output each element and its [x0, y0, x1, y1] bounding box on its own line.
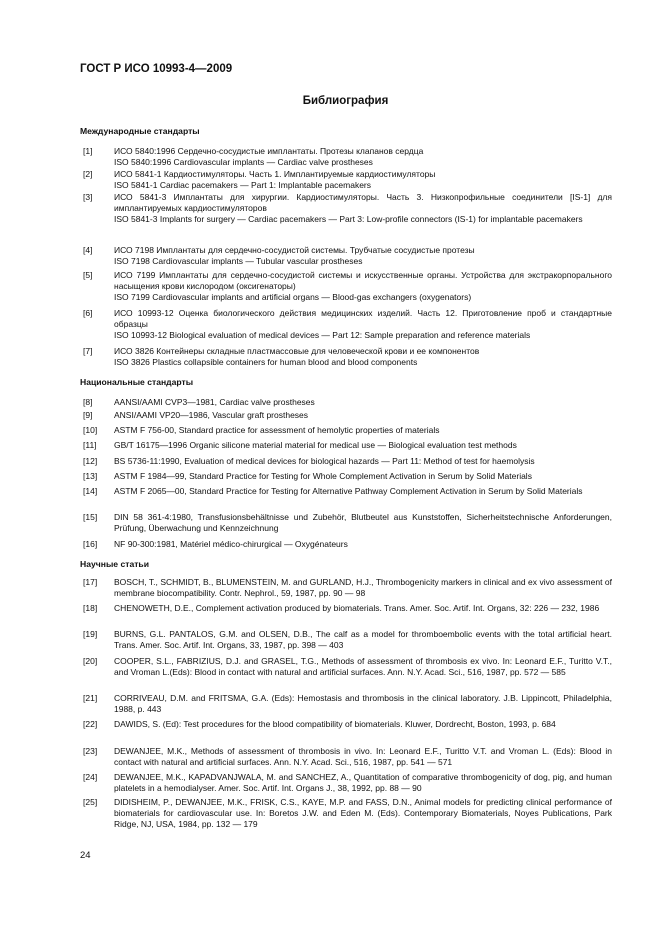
- reference-text: [114, 425, 612, 436]
- section-heading-national: Национальные стандарты: [80, 377, 194, 387]
- document-header: ГОСТ Р ИСО 10993-4—2009: [80, 63, 233, 75]
- reference-text: [114, 797, 612, 830]
- reference-number: [25]: [83, 797, 98, 807]
- reference-number: [21]: [83, 693, 98, 703]
- reference-text: [114, 308, 612, 341]
- reference-entry: [80, 577, 612, 599]
- reference-entry: [80, 397, 612, 408]
- reference-entry: [80, 772, 612, 794]
- reference-text: [114, 397, 612, 408]
- reference-text: [114, 746, 612, 768]
- reference-line: DEWANJEE, M.K., Methods of assessment of thrombosis in vivo. In: Leonard E.F., Turitto V.T. and Vroman L. (Eds): Blood in contact with natural and artificial surfaces. Ann. N.Y. Acad. Sci., 516, 1987, pp. 541 — 571: [114, 746, 612, 767]
- reference-entry: [80, 693, 612, 715]
- reference-line: AANSI/AAMI CVP3—1981, Cardiac valve prostheses: [114, 397, 315, 407]
- reference-entry: [80, 603, 612, 614]
- reference-text: [114, 270, 612, 303]
- reference-entry: [80, 440, 612, 451]
- reference-number: [16]: [83, 539, 98, 549]
- reference-line: ASTM F 756-00, Standard practice for assessment of hemolytic properties of materials: [114, 425, 440, 435]
- reference-entry: [80, 719, 612, 730]
- reference-number: [6]: [83, 308, 93, 318]
- reference-line: CHENOWETH, D.E., Complement activation produced by biomaterials. Trans. Amer. Soc. Artif. Int. Organs, 32: 226 — 232, 1986: [114, 603, 600, 613]
- reference-line: CORRIVEAU, D.M. and FRITSMA, G.A. (Eds): Hemostasis and thrombosis in the clinical laboratory. J.B. Lippincott, Philadelphia, 1988, p. 443: [114, 693, 612, 714]
- reference-number: [4]: [83, 245, 93, 255]
- reference-line: ISO 5841-3 Implants for surgery — Cardiac pacemakers — Part 3: Low-profile connectors (IS-1) for implantable pacemakers: [114, 214, 583, 224]
- reference-text: [114, 440, 612, 451]
- reference-entry: [80, 308, 612, 341]
- reference-number: [2]: [83, 169, 93, 179]
- section-heading-scientific: Научные статьи: [80, 559, 149, 569]
- reference-line: ISO 5840:1996 Cardiovascular implants — Cardiac valve prostheses: [114, 157, 373, 167]
- reference-line: NF 90-300:1981, Matériel médico-chirurgical — Oxygénateurs: [114, 539, 348, 549]
- reference-text: [114, 192, 612, 225]
- reference-entry: [80, 146, 612, 168]
- reference-line: ISO 3826 Plastics collapsible containers for human blood and blood components: [114, 357, 418, 367]
- reference-line: DIDISHEIM, P., DEWANJEE, M.K., FRISK, C.S., KAYE, M.P. and FASS, D.N., Animal models for predicting clinical performance of biomaterials for cardiovascular use. In: Boretos J.W. and Eden M. (Eds). Contemporary Biomaterials, Noyes Publications, Park Ridge, NJ, USA, 1984, pp. 132 — 179: [114, 797, 612, 829]
- reference-number: [5]: [83, 270, 93, 280]
- reference-line: ANSI/AAMI VP20—1986, Vascular graft prostheses: [114, 410, 309, 420]
- reference-entry: [80, 629, 612, 651]
- reference-text: [114, 410, 612, 421]
- reference-text: [114, 471, 612, 482]
- reference-line: DIN 58 361-4:1980, Transfusionsbehältnisse und Zubehör, Blutbeutel aus Kunststoffen, Sicherheitstechnische Anforderungen, Prüfung, Überwachung und Kennzeichnung: [114, 512, 612, 533]
- reference-line: ИСО 7198 Имплантаты для сердечно-сосудистой системы. Трубчатые сосудистые протезы: [114, 245, 475, 255]
- reference-line: COOPER, S.L., FABRIZIUS, D.J. and GRASEL, T.G., Methods of assessment of thrombosis ex vivo. In: Leonard E.F., Turitto V.T., and Vroman L.(Eds): Blood in contact with natural and artificial surfaces. Ann. N.Y. Acad. Sci., 516, 1987, pp. 572 — 585: [114, 656, 612, 677]
- reference-line: ASTM F 2065—00, Standard Practice for Testing for Alternative Pathway Complement Activation in Serum by Solid Materials: [114, 486, 583, 496]
- reference-number: [1]: [83, 146, 93, 156]
- reference-text: [114, 693, 612, 715]
- reference-entry: [80, 169, 612, 191]
- reference-text: [114, 169, 612, 191]
- reference-text: [114, 146, 612, 168]
- reference-entry: [80, 425, 612, 436]
- page-number: 24: [80, 850, 91, 861]
- reference-number: [7]: [83, 346, 93, 356]
- reference-line: ИСО 5841-1 Кардиостимуляторы. Часть 1. Имплантируемые кардиостимуляторы: [114, 169, 436, 179]
- reference-entry: [80, 410, 612, 421]
- reference-text: [114, 772, 612, 794]
- reference-line: ISO 5841-1 Cardiac pacemakers — Part 1: Implantable pacemakers: [114, 180, 372, 190]
- reference-entry: [80, 192, 612, 225]
- reference-number: [3]: [83, 192, 93, 202]
- reference-line: ASTM F 1984—99, Standard Practice for Testing for Whole Complement Activation in Serum by Solid Materials: [114, 471, 532, 481]
- reference-line: BS 5736-11:1990, Evaluation of medical devices for biological hazards — Part 11: Method of test for haemolysis: [114, 456, 535, 466]
- reference-number: [19]: [83, 629, 98, 639]
- reference-line: ISO 10993-12 Biological evaluation of medical devices — Part 12: Sample preparation and reference materials: [114, 330, 531, 340]
- section-heading-international: Международные стандарты: [80, 126, 200, 136]
- reference-number: [22]: [83, 719, 98, 729]
- reference-text: [114, 603, 612, 614]
- reference-text: [114, 245, 612, 267]
- reference-entry: [80, 270, 612, 303]
- reference-text: [114, 577, 612, 599]
- reference-entry: [80, 245, 612, 267]
- reference-line: DEWANJEE, M.K., KAPADVANJWALA, M. and SANCHEZ, A., Quantitation of comparative thrombogenicity of dog, pig, and human platelets in a hemodialyser. Amer. Soc. Artif. Int. Organs J., 38, 1992, pp. 88 — 90: [114, 772, 612, 793]
- reference-number: [24]: [83, 772, 98, 782]
- reference-entry: [80, 471, 612, 482]
- reference-entry: [80, 746, 612, 768]
- reference-number: [20]: [83, 656, 98, 666]
- reference-number: [17]: [83, 577, 98, 587]
- reference-line: ИСО 5840:1996 Сердечно-сосудистые имплантаты. Протезы клапанов сердца: [114, 146, 424, 156]
- reference-number: [23]: [83, 746, 98, 756]
- reference-text: [114, 512, 612, 534]
- reference-entry: [80, 656, 612, 678]
- reference-number: [10]: [83, 425, 98, 435]
- reference-line: BURNS, G.L. PANTALOS, G.M. and OLSEN, D.B., The calf as a model for thromboembolic events with the total artificial heart. Trans. Amer. Soc. Artif. Int. Organs, 33, 1987, pp. 398 — 403: [114, 629, 612, 650]
- reference-text: [114, 486, 612, 497]
- reference-line: BOSCH, T., SCHMIDT, B., BLUMENSTEIN, M. and GURLAND, H.J., Thrombogenicity markers in clinical and ex vivo assessment of membrane biocompatibility. Contr. Nephrol., 59, 1987, pp. 90 — 98: [114, 577, 612, 598]
- reference-number: [12]: [83, 456, 98, 466]
- reference-text: [114, 719, 612, 730]
- reference-line: GB/T 16175—1996 Organic silicone material material for medical use — Biological evaluation test methods: [114, 440, 517, 450]
- reference-number: [11]: [83, 440, 97, 450]
- reference-number: [8]: [83, 397, 93, 407]
- reference-line: ИСО 5841-3 Имплантаты для хирургии. Кардиостимуляторы. Часть 3. Низкопрофильные соединители [IS-1] для имплантируемых кардиостимуляторов: [114, 192, 612, 213]
- reference-entry: [80, 512, 612, 534]
- page-title: Библиография: [302, 95, 389, 107]
- reference-text: [114, 539, 612, 550]
- reference-line: ИСО 3826 Контейнеры складные пластмассовые для человеческой крови и ее компонентов: [114, 346, 480, 356]
- reference-number: [15]: [83, 512, 98, 522]
- reference-entry: [80, 797, 612, 830]
- reference-line: DAWIDS, S. (Ed): Test procedures for the blood compatibility of biomaterials. Kluwer, Dordrecht, Boston, 1993, p. 684: [114, 719, 556, 729]
- reference-text: [114, 656, 612, 678]
- reference-entry: [80, 486, 612, 497]
- reference-line: ISO 7198 Cardiovascular implants — Tubular vascular prostheses: [114, 256, 363, 266]
- reference-entry: [80, 456, 612, 467]
- reference-entry: [80, 346, 612, 368]
- reference-line: ИСО 10993-12 Оценка биологического действия медицинских изделий. Часть 12. Приготовление проб и стандартные образцы: [114, 308, 612, 329]
- reference-line: ISO 7199 Cardiovascular implants and artificial organs — Blood-gas exchangers (oxygenators): [114, 292, 472, 302]
- reference-number: [13]: [83, 471, 98, 481]
- reference-text: [114, 456, 612, 467]
- reference-number: [18]: [83, 603, 98, 613]
- reference-line: ИСО 7199 Имплантаты для сердечно-сосудистой системы и искусственные органы. Устройства для экстракорпорального насыщения крови кислородом (оксигенаторы): [114, 270, 612, 291]
- reference-number: [9]: [83, 410, 93, 420]
- reference-text: [114, 346, 612, 368]
- reference-number: [14]: [83, 486, 98, 496]
- reference-entry: [80, 539, 612, 550]
- reference-text: [114, 629, 612, 651]
